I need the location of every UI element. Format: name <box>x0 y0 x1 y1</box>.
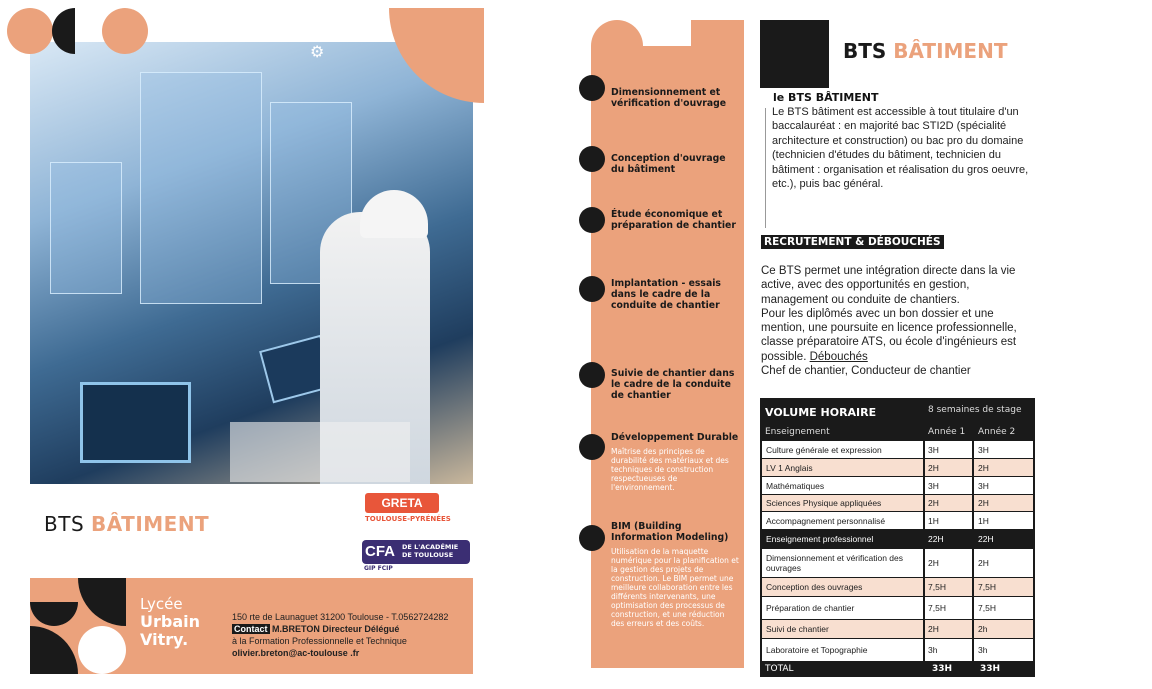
skill-title: BIM (Building Information Modeling) <box>611 521 729 543</box>
cell-border <box>923 549 925 577</box>
row-label: Accompagnement personnalisé <box>766 516 886 526</box>
building-frame-shape <box>50 162 122 294</box>
cell-border <box>1033 530 1035 548</box>
cell-border <box>760 477 762 494</box>
cell-border <box>760 495 762 511</box>
row-year1: 3h <box>928 645 938 655</box>
skill-title: Développement Durable <box>611 432 739 443</box>
cell-border <box>1033 495 1035 511</box>
cell-border <box>972 477 974 494</box>
skill-item <box>611 521 739 628</box>
cell-border <box>923 530 925 548</box>
computer-icon <box>579 525 605 551</box>
skill-item <box>611 153 739 175</box>
row-year1: 7,5H <box>928 582 946 592</box>
cell-border <box>1033 578 1035 596</box>
cell-border <box>760 620 762 638</box>
intro-text: Le BTS bâtiment est accessible à tout titulaire d'un baccalauréat : en majorité bac STI2D (spécialité architecture et construction) ou bac pro du domaine (technicien d'études du bâtiment, technicien du bâtiment : organisation et réalisation du gros oeuvre, etc.), puis bac général. <box>772 106 1029 191</box>
cell-border <box>760 459 762 476</box>
table-row <box>760 495 1035 512</box>
band-notch <box>643 20 691 46</box>
table-row <box>760 530 1035 549</box>
row-label: Préparation de chantier <box>766 603 855 613</box>
cell-border <box>760 512 762 529</box>
row-label: Dimensionnement et vérification des ouvrages <box>766 553 904 573</box>
divider <box>765 108 766 228</box>
row-year1: 2H <box>928 558 939 568</box>
cell-border <box>760 549 762 577</box>
recruitment-text <box>761 264 1037 378</box>
row-label: Laboratoire et Topographie <box>766 645 868 655</box>
cell-border <box>760 597 762 619</box>
contact-block <box>232 611 448 659</box>
row-year2: 22H <box>978 534 994 544</box>
cell-border <box>923 459 925 476</box>
row-year1: 7,5H <box>928 603 946 613</box>
table-row <box>760 459 1035 477</box>
cell-border <box>972 620 974 638</box>
skill-item <box>611 209 739 231</box>
cover-title: BTS BÂTIMENT <box>44 512 210 536</box>
total-a2: 33H <box>980 664 1001 674</box>
cell-border <box>923 597 925 619</box>
decor-square <box>760 20 829 88</box>
hard-hat-shape <box>360 190 428 238</box>
cell-border <box>972 530 974 548</box>
table-row <box>760 477 1035 495</box>
cell-border <box>972 441 974 458</box>
school-name-line1: Lycée <box>140 595 183 613</box>
cfa-logo-gip: GIP FCIP <box>364 565 393 572</box>
cell-border <box>1033 441 1035 458</box>
row-year2: 2H <box>978 463 989 473</box>
sustainability-icon <box>579 434 605 460</box>
table-row <box>760 578 1035 597</box>
cell-border <box>923 477 925 494</box>
table-row <box>760 512 1035 530</box>
table-title-bar <box>760 398 1035 425</box>
cell-border <box>1033 459 1035 476</box>
col-header: Année 1 <box>928 427 966 437</box>
row-year1: 2H <box>928 498 939 508</box>
decor-circle <box>7 8 53 54</box>
row-year2: 7,5H <box>978 603 996 613</box>
cell-border <box>1033 620 1035 638</box>
row-label: LV 1 Anglais <box>766 463 813 473</box>
skill-item <box>611 87 739 109</box>
cell-border <box>972 549 974 577</box>
debouches-label: Débouchés <box>809 350 868 363</box>
row-label: Conception des ouvrages <box>766 582 863 592</box>
row-year1: 2H <box>928 624 939 634</box>
band-tab <box>691 20 744 72</box>
cell-border <box>923 512 925 529</box>
cell-border <box>972 512 974 529</box>
table-title: VOLUME HORAIRE <box>765 406 877 419</box>
contact-tag: Contact <box>234 624 268 634</box>
school-name-line2: Urbain <box>140 612 201 631</box>
row-label: Mathématiques <box>766 481 825 491</box>
row-year2: 3H <box>978 445 989 455</box>
cell-border <box>972 459 974 476</box>
row-year2: 3H <box>978 481 989 491</box>
skill-desc: Maîtrise des principes de durabilité des matériaux et des techniques de construction respectueuses de l'environnement. <box>611 447 729 492</box>
recruitment-para: Ce BTS permet une intégration directe dans la vie active, avec des opportunités en gestion, management ou conduite de chantiers. <box>761 265 1016 306</box>
table-header <box>760 425 1035 441</box>
cell-border <box>1033 597 1035 619</box>
row-label: Suivi de chantier <box>766 624 829 634</box>
cell-border <box>1033 512 1035 529</box>
cfa-logo <box>362 540 470 576</box>
bullet-dot <box>579 276 605 302</box>
cell-border <box>923 578 925 596</box>
cell-border <box>1033 639 1035 661</box>
skill-item <box>611 432 739 492</box>
stage-note: 8 semaines de stage <box>928 405 1022 415</box>
cfa-logo-sub: DE L'ACADÉMIE DE TOULOUSE <box>402 543 459 559</box>
building-frame-shape <box>140 72 262 304</box>
total-a1: 33H <box>932 664 953 674</box>
table-row <box>760 597 1035 620</box>
section-heading: RECRUTEMENT & DÉBOUCHÉS <box>761 235 944 249</box>
cell-border <box>923 495 925 511</box>
row-year1: 2H <box>928 463 939 473</box>
row-label: Enseignement professionnel <box>766 534 874 544</box>
greta-logo <box>357 488 467 532</box>
recruitment-para: Pour les diplômés avec un bon dossier et une mention, une poursuite en licence professionnelle, classe préparatoire ATS, ou école d'ingénieurs est possible. <box>761 307 1017 363</box>
address: 150 rte de Launaguet 31200 Toulouse - T.0562724282 <box>232 612 449 622</box>
decor-shape <box>78 626 126 674</box>
decor-circle <box>102 8 148 54</box>
row-year2: 2H <box>978 558 989 568</box>
row-year2: 7,5H <box>978 582 996 592</box>
row-year1: 1H <box>928 516 939 526</box>
row-year1: 3H <box>928 481 939 491</box>
monitor-shape <box>80 382 191 463</box>
row-year2: 1H <box>978 516 989 526</box>
col-header: Enseignement <box>765 427 830 437</box>
band-tab <box>591 20 643 72</box>
cell-border <box>1033 477 1035 494</box>
cell-border <box>972 578 974 596</box>
contact-name: M.BRETON Directeur Délégué <box>272 624 400 634</box>
table-row <box>760 549 1035 578</box>
skill-title: Dimensionnement et vérification d'ouvrage <box>611 87 727 109</box>
col-header: Année 2 <box>978 427 1016 437</box>
greta-logo-sub: TOULOUSE-PYRÉNÉES <box>365 515 451 523</box>
skill-title: Implantation - essais dans le cadre de la conduite de chantier <box>611 278 721 311</box>
row-year1: 22H <box>928 534 944 544</box>
contact-email[interactable]: olivier.breton@ac-toulouse .fr <box>232 648 360 658</box>
school-name-line3: Vitry. <box>140 630 189 649</box>
cell-border <box>923 620 925 638</box>
intro-heading: le BTS BÂTIMENT <box>773 91 879 104</box>
cell-border <box>1033 549 1035 577</box>
page-title: BTS BÂTIMENT <box>843 39 1008 63</box>
bullet-dot <box>579 362 605 388</box>
cell-border <box>923 441 925 458</box>
cover-illustration <box>30 42 473 484</box>
cell-border <box>972 639 974 661</box>
table-total-row <box>760 662 1035 677</box>
hours-table <box>760 398 1035 677</box>
row-label: Sciences Physique appliquées <box>766 498 882 508</box>
cfa-logo-mark: CFA <box>365 543 395 560</box>
skill-desc: Utilisation de la maquette numérique pour la planification et la gestion des projets de construction. Le BIM permet une meilleure collaboration entre les différents intervenants, une optimisation des processus de construction, et une réduction des erreurs et des coûts. <box>611 547 739 628</box>
skill-title: Suivie de chantier dans le cadre de la conduite de chantier <box>611 368 735 401</box>
row-year2: 3h <box>978 645 988 655</box>
skill-title: Conception d'ouvrage du bâtiment <box>611 153 726 175</box>
row-label: Culture générale et expression <box>766 445 882 455</box>
skill-item <box>611 368 739 401</box>
cell-border <box>760 578 762 596</box>
bullet-dot <box>579 146 605 172</box>
bullet-dot <box>579 207 605 233</box>
gear-icon: ⚙ <box>310 42 325 61</box>
row-year2: 2H <box>978 498 989 508</box>
contact-role: à la Formation Professionnelle et Technique <box>232 636 407 646</box>
greta-logo-mark: GRETA <box>365 493 439 513</box>
school-name <box>140 596 200 649</box>
cell-border <box>923 639 925 661</box>
skill-item <box>611 278 739 311</box>
total-label: TOTAL <box>765 664 794 674</box>
cell-border <box>760 441 762 458</box>
table-row <box>760 620 1035 639</box>
table-row <box>760 639 1035 662</box>
table-body <box>760 441 1035 662</box>
cell-border <box>760 639 762 661</box>
skill-title: Étude économique et préparation de chantier <box>611 209 736 231</box>
bullet-dot <box>579 75 605 101</box>
cell-border <box>972 597 974 619</box>
recruitment-para: Chef de chantier, Conducteur de chantier <box>761 365 971 378</box>
cell-border <box>760 530 762 548</box>
table-row <box>760 441 1035 459</box>
cell-border <box>972 495 974 511</box>
blueprint-shape <box>230 422 410 482</box>
row-year2: 2h <box>978 624 988 634</box>
row-year1: 3H <box>928 445 939 455</box>
